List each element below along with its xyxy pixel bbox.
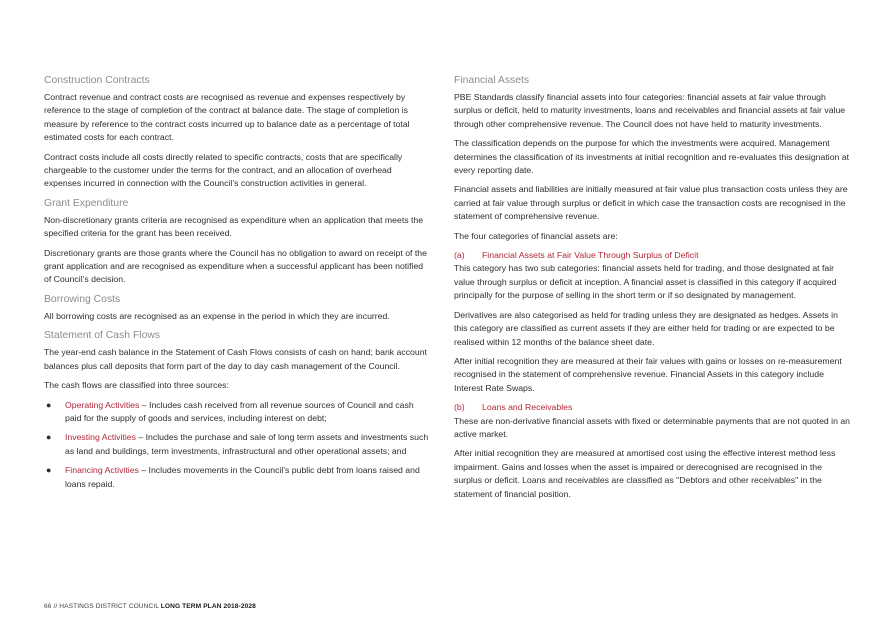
borrowing-costs-heading: Borrowing Costs: [44, 293, 121, 305]
subsection-a-paragraph-2: Derivatives are also categorised as held for trading unless they are designated as hedges. Assets in this category are classified as current assets if they are either held for trading or are expected to be realised within 12 months of the balance sheet date.: [454, 309, 838, 347]
bullet-icon: ●: [46, 432, 52, 443]
financial-assets-paragraph-3: Financial assets and liabilities are initially measured at fair value plus transaction costs unless they are carried at fair value through surplus or deficit in which case the transaction costs are recognised in the statement of comprehensive revenue.: [454, 184, 848, 222]
subsection-b-paragraph-2: After initial recognition they are measured at amortised cost using the effective interest method less impairment. Gains and losses when the asset is impaired or derecognised are recognised in the surplus or deficit. Loans and receivables are classified as "Debtors and other receivables" in the statement of financial position.: [454, 448, 836, 499]
grant-paragraph-2: Discretionary grants are those grants where the Council has no obligation to award on receipt of the grant application and are recognised as expenditure when a successful applicant has been notified of Council’s decision.: [44, 247, 427, 285]
grant-expenditure-heading: Grant Expenditure: [44, 197, 129, 209]
cash-flows-paragraph-2: The cash flows are classified into three sources:: [44, 380, 229, 391]
left-column: [44, 74, 429, 497]
construction-paragraph-2: Contract costs include all costs directly related to specific contracts, costs that are specifically chargeable to the customer under the terms for the contract, and an allocation of overhead expenses incurred in connection with the Council’s construction activities in general.: [44, 151, 403, 189]
list-item: [44, 431, 429, 458]
subsection-a-heading: [454, 249, 850, 262]
operating-activities-text: – Includes cash received from all revenue sources of Council and cash paid for the supply of goods and services, including interest on debt;: [65, 399, 414, 423]
bullet-icon: ●: [46, 399, 52, 410]
financial-assets-heading: Financial Assets: [454, 75, 530, 86]
subsection-b-heading: [454, 401, 850, 414]
subsection-a-letter: (a): [454, 250, 465, 261]
bullet-icon: ●: [46, 465, 52, 476]
investing-activities-term: Investing Activities: [65, 432, 136, 443]
page-number-label: 66 // HASTINGS DISTRICT COUNCIL: [44, 603, 159, 610]
construction-paragraph-1: Contract revenue and contract costs are recognised as revenue and expenses respectively by reference to the stage of completion of the contract at balance date. The stage of completion is measure by reference to the contract costs incurred up to balance date as a percentage of total estimated costs for each contract.: [44, 92, 410, 143]
investing-activities-text: – Includes the purchase and sale of long term assets and investments such as land and buildings, term investments, infrastructural and other operational assets; and: [65, 432, 429, 456]
cash-flows-paragraph-1: The year-end cash balance in the Statement of Cash Flows consists of cash on hand; bank account balances plus call deposits that form part of the day to day cash management of the Council.: [44, 347, 427, 371]
subsection-b-letter: (b): [454, 402, 465, 413]
borrowing-paragraph: All borrowing costs are recognised as an expense in the period in which they are incurred.: [44, 310, 390, 321]
page-footer: [44, 603, 256, 610]
subsection-b-title: Loans and Receivables: [482, 402, 573, 413]
subsection-a-paragraph-1: This category has two sub categories: financial assets held for trading, and those designated at fair value through surplus or deficit at inception. A financial asset is classified in this category if acquired principally for the purpose of selling in the short term or if so designated by management.: [454, 263, 837, 301]
construction-contracts-heading: Construction Contracts: [44, 75, 150, 86]
grant-paragraph-1: Non-discretionary grants criteria are recognised as expenditure when an application that meets the specified criteria for the grant has been received.: [44, 214, 424, 239]
financing-activities-text: – Includes movements in the Council’s public debt from loans raised and loans repaid.: [65, 465, 420, 489]
document-title: LONG TERM PLAN 2018-2028: [160, 603, 256, 610]
financial-assets-paragraph-4: The four categories of financial assets are:: [454, 230, 618, 241]
subsection-a-paragraph-3: After initial recognition they are measured at their fair values with gains or losses on re-measurement recognised in the statement of comprehensive revenue. Financial Assets in this category include Interest Rate Swaps.: [454, 355, 842, 393]
subsection-b-paragraph-1: These are non-derivative financial assets with fixed or determinable payments that are not quoted in an active market.: [454, 415, 850, 439]
list-item: [44, 464, 429, 491]
financing-activities-term: Financing Activities: [65, 465, 139, 476]
cash-flow-sources-list: [44, 399, 429, 491]
financial-assets-paragraph-2: The classification depends on the purpose for which the investments were acquired. Management determines the classification of its investments at initial recognition and re-evaluates this designation at every reporting date.: [454, 138, 850, 176]
operating-activities-term: Operating Activities: [65, 399, 140, 410]
list-item: [44, 399, 429, 426]
right-column: [454, 74, 850, 507]
cash-flows-heading: Statement of Cash Flows: [44, 330, 161, 342]
financial-assets-paragraph-1: PBE Standards classify financial assets into four categories: financial assets at fair value through surplus or deficit, held to maturity investments, loans and receivables and financial assets at fair value through other comprehensive revenue. The Council does not have held to maturity investments.: [454, 92, 846, 129]
subsection-a-title: Financial Assets at Fair Value Through Surplus of Deficit: [482, 250, 699, 261]
